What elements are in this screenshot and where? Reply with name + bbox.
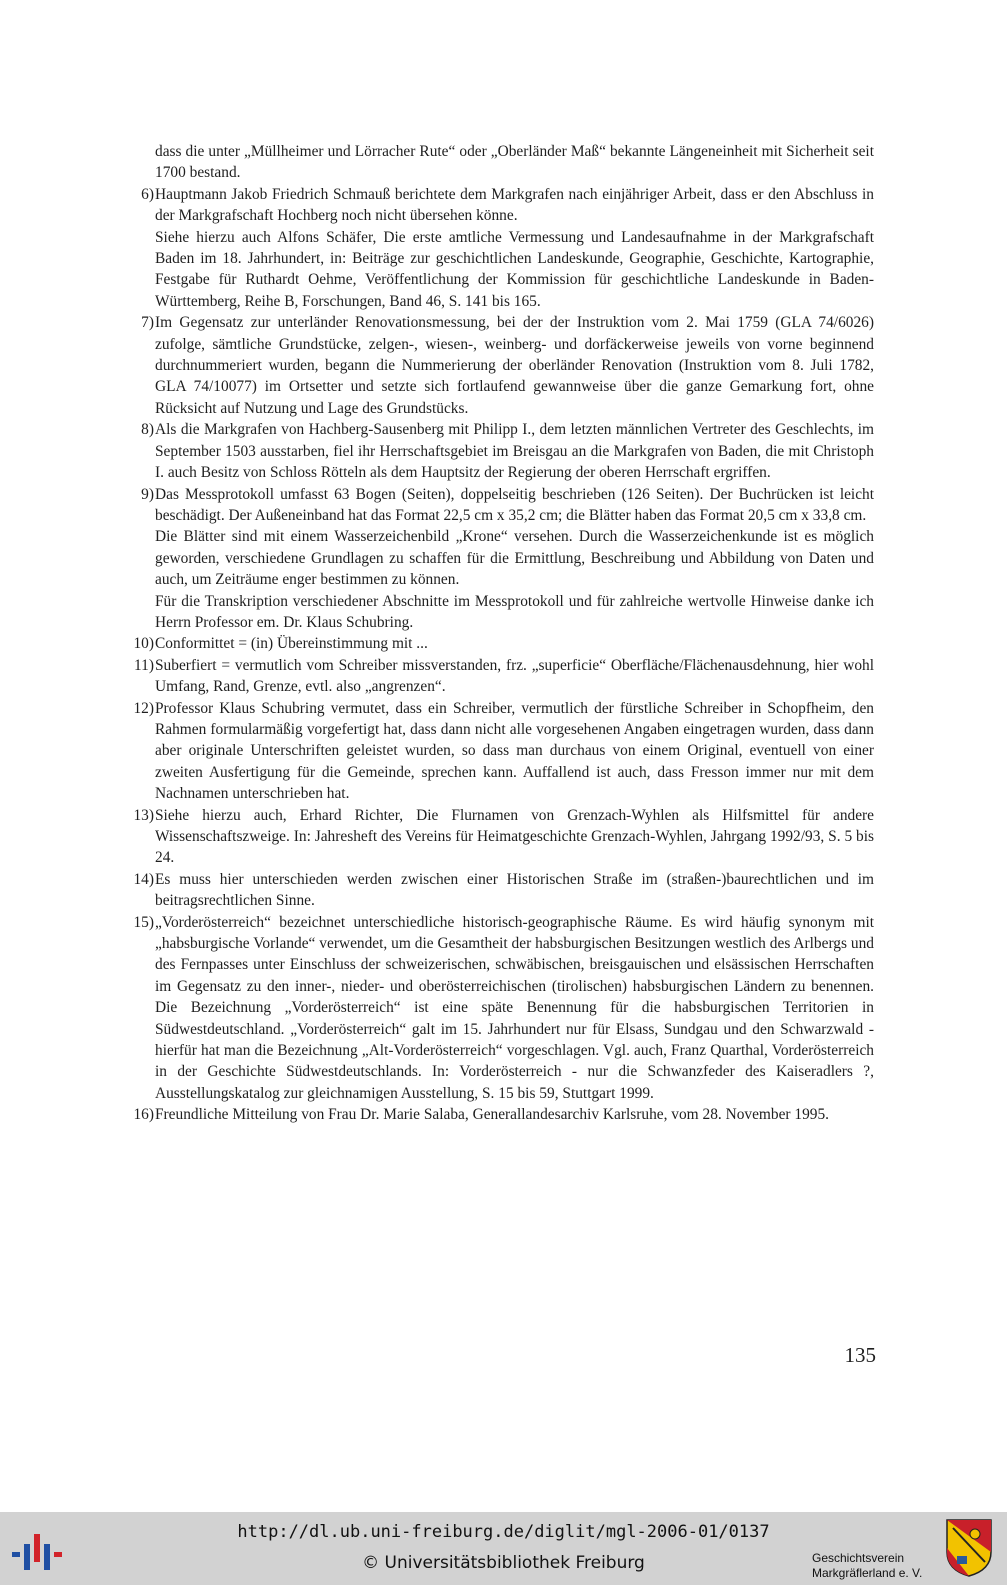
footnote-number: 13) bbox=[133, 806, 154, 824]
society-name-line2: Markgräflerland e. V. bbox=[812, 1566, 923, 1580]
footer-copyright: © Universitätsbibliothek Freiburg bbox=[362, 1553, 645, 1573]
footnote bbox=[118, 184, 874, 312]
footnote-number: 15) bbox=[133, 913, 154, 931]
footnote-list bbox=[118, 184, 874, 1126]
footnote-text: Suberfiert = vermutlich vom Schreiber missverstanden, frz. „superficie“ Oberfläche/Flächenausdehnung, hier wohl Umfang, Rand, Grenze, evtl. also „angrenzen“. bbox=[155, 656, 874, 696]
footnote bbox=[118, 655, 874, 698]
footnote bbox=[118, 312, 874, 419]
footnote-continuation: dass die unter „Müllheimer und Lörracher Rute“ oder „Oberländer Maß“ bekannte Längeneinheit mit Sicherheit seit 1700 bestand. bbox=[155, 143, 874, 182]
footnote-text: Als die Markgrafen von Hachberg-Sausenberg mit Philipp I., dem letzten männlichen Vertreter des Geschlechts, im September 1503 ausstarben, fiel ihr Herrschaftsgebiet im Breisgau an die Markgrafen von Baden, die mit Christoph I. auch Besitz von Schloss Rötteln als dem Hauptsitz der Regierung der oberen Herrschaft ergriffen. bbox=[155, 421, 874, 482]
footnote-number: 16) bbox=[133, 1106, 154, 1124]
footnote-number: 7) bbox=[141, 314, 154, 332]
footnote-text: Für die Transkription verschiedener Abschnitte im Messprotokoll und für zahlreiche wertvolle Hinweise danke ich Herrn Professor em. Dr. Klaus Schubring. bbox=[155, 592, 874, 631]
footnote-text: Siehe hierzu auch, Erhard Richter, Die Flurnamen von Grenzach-Wyhlen als Hilfsmittel für andere Wissenschaftszweige. In: Jahresheft des Vereins für Heimatgeschichte Grenzach-Wyhlen, Jahrgang 1992/93, S. 5 bis 24. bbox=[155, 806, 874, 867]
footnote bbox=[118, 869, 874, 912]
footnote bbox=[118, 698, 874, 805]
footnote bbox=[118, 419, 874, 483]
footnote-text: Die Blätter sind mit einem Wasserzeichenbild „Krone“ versehen. Durch die Wasserzeichenkunde ist es möglich geworden, verschiedene Grundlagen zu schaffen für die Ermittlung, Beschreibung und Abbildung von Daten und auch, um Zeiträume enger bestimmen zu können. bbox=[155, 528, 874, 589]
page-number: 135 bbox=[844, 1343, 876, 1367]
footnote-text: Siehe hierzu auch Alfons Schäfer, Die erste amtliche Vermessung und Landesaufnahme in der Markgrafschaft Baden im 18. Jahrhundert, in: Beiträge zur geschichtlichen Landeskunde, Geographie, Geschichte, Kartographie, Festgabe für Ruthardt Oehme, Veröffentlichung der Kommission für geschichtliche Landeskunde in Baden-Württemberg, Reihe B, Forschungen, Band 46, S. 141 bis 165. bbox=[155, 228, 874, 310]
society-name bbox=[812, 1551, 940, 1581]
footnote bbox=[118, 633, 874, 654]
footnotes bbox=[118, 141, 874, 1126]
footnote-number: 6) bbox=[141, 185, 154, 203]
footnote bbox=[118, 1104, 874, 1125]
footnote-number: 12) bbox=[133, 699, 154, 717]
footnote-number: 8) bbox=[141, 421, 154, 439]
footer-url-link[interactable]: http://dl.ub.uni-freiburg.de/diglit/mgl-2006-01/0137 bbox=[237, 1522, 770, 1542]
society-name-line1: Geschichtsverein bbox=[812, 1551, 905, 1565]
footnote-text: Im Gegensatz zur unterländer Renovationsmessung, bei der der Instruktion vom 2. Mai 1759 (GLA 74/6026) zufolge, sämtliche Grundstücke, zelgen-, wiesen-, weinberg- und dorfäckerweise jeweils von vorne beginnend durchnummeriert wurden, begann die Nummerierung der oberländer Renovation (Instruktion vom 8. Juli 1782, GLA 74/10077) im Ortsetter und setzte sich fortlaufend gewannweise über die ganze Gemarkung fort, ohne Rücksicht auf Nutzung und Lage des Grundstücks. bbox=[155, 314, 874, 417]
footnote-number: 11) bbox=[134, 656, 154, 674]
footnote-number: 10) bbox=[133, 635, 154, 653]
footnote-text: Professor Klaus Schubring vermutet, dass ein Schreiber, vermutlich der fürstliche Schreiber in Schopfheim, den Rahmen formularmäßig vorgefertigt hat, dass dann nicht alle vorgesehenen Angaben eingetragen wurden, dass dann aber originale Unterschriften geleistet wurden, so dass man durchaus von einem Original, eventuell von einer zweiten Ausfertigung für die Gemeinde, sprechen kann. Auffallend ist auch, dass Fresson immer nur mit dem Nachnamen unterschrieben hat. bbox=[155, 699, 874, 803]
footnote-text: Es muss hier unterschieden werden zwischen einer Historischen Straße im (straßen-)baurechtlichen und im beitragsrechtlichen Sinne. bbox=[155, 870, 874, 910]
footer-bar bbox=[0, 1512, 1007, 1585]
footnote-text: Freundliche Mitteilung von Frau Dr. Marie Salaba, Generallandesarchiv Karlsruhe, vom 28. November 1995. bbox=[155, 1106, 830, 1124]
footnote-number: 14) bbox=[133, 870, 154, 888]
footnote-number: 9) bbox=[141, 485, 154, 503]
footnote-text: „Vorderösterreich“ bezeichnet unterschiedliche historisch-geographische Räume. Es wird häufig synonym mit „habsburgische Vorlande“ verwendet, um die Gesamtheit der habsburgischen Besitzungen westlich des Arlbergs und des Fernpasses unter Einschluss der schweizerischen, schwäbischen, breisgauischen und elsässischen Herrschaften im Gegensatz zu den inner-, nieder- und oberösterreichischen (tirolischen) habsburgischen Ländern zu benennen. Die Bezeichnung „Vorderösterreich“ ist eine späte Benennung für die habsburgischen Territorien in Südwestdeutschland. „Vorderösterreich“ galt im 15. Jahrhundert nur für Elsass, Sundgau und den Schwarzwald - hierfür hat man die Bezeichnung „Alt-Vorderösterreich“ vorgeschlagen. Vgl. auch, Franz Quarthal, Vorderösterreich in der Geschichte Südwestdeutschlands. In: Vorderösterreich - nur die Schwanzfeder des Kaiseradlers ?, Ausstellungskatalog zur gleichnamigen Ausstellung, S. 15 bis 59, Stuttgart 1999. bbox=[155, 913, 874, 1102]
footnote-text: Conformittet = (in) Übereinstimmung mit ... bbox=[155, 635, 428, 653]
coat-of-arms-icon bbox=[945, 1518, 993, 1578]
footnote-text: Hauptmann Jakob Friedrich Schmauß berichtete dem Markgrafen nach einjähriger Arbeit, dass er den Abschluss in der Markgrafschaft Hochberg noch nicht übersehen könne. bbox=[155, 185, 874, 225]
footnote bbox=[118, 805, 874, 869]
footnote bbox=[118, 912, 874, 1105]
footnote bbox=[118, 484, 874, 634]
footnote-text: Das Messprotokoll umfasst 63 Bogen (Seiten), doppelseitig beschrieben (126 Seiten). Der Buchrücken ist leicht beschädigt. Der Außeneinband hat das Format 22,5 cm x 35,2 cm; die Blätter haben das Format 20,5 cm x 33,8 cm. bbox=[155, 485, 874, 524]
